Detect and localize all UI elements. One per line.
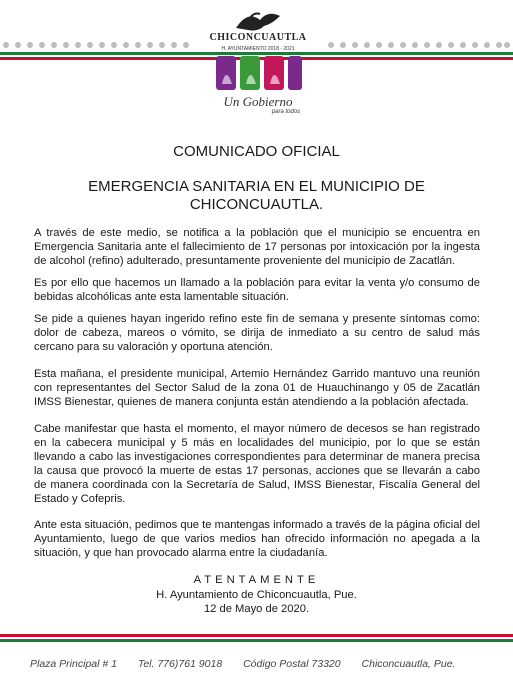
logo-name: CHICONCUAUTLA <box>209 32 307 43</box>
logo-subtitle: H. AYUNTAMIENTO 2018 - 2021 <box>221 46 295 52</box>
paragraph: Se pide a quienes hayan ingerido refino este fin de semana y presente síntomas como: dolor de cabeza, mareos o vómito, se dirija de inmediato a su centro de salud más cercano para su valoración y oportuna atención. <box>34 313 480 353</box>
paragraph: Es por ello que hacemos un llamado a la población para evitar la venta y/o consumo de bebidas alcohólicas ante esta lamentable situación. <box>34 277 480 303</box>
document-title-line-2: CHICONCUAUTLA. <box>189 196 324 213</box>
document-heading: COMUNICADO OFICIAL <box>173 143 340 160</box>
footer-band-green <box>0 639 513 642</box>
signer: H. Ayuntamiento de Chiconcuautla, Pue. <box>156 589 357 601</box>
motto: Un Gobierno <box>223 94 293 109</box>
colored-figures-icon <box>188 54 328 94</box>
left-ornament <box>0 40 190 50</box>
document-title-line-1: EMERGENCIA SANITARIA EN EL MUNICIPIO DE <box>88 178 425 195</box>
paragraph: Cabe manifestar que hasta el momento, el mayor número de decesos se han registrado en la cabecera municipal y 5 más en localidades del municipio, por lo que se están llevando a cabo las investigaciones correspondientes para determinar de manera precisa la causa que provocó la muerte de estas 17 personas, acciones que se llevarán a cabo de manera coordinada con la Secretaría de Salud, IMSS Bienestar, Fiscalía General del Estado y Cofepris. <box>34 423 480 505</box>
footer-postal: Código Postal 73320 <box>243 658 341 670</box>
paragraph: Ante esta situación, pedimos que te mantengas informado a través de la página oficial del Ayuntamiento, luego de que varios medios han ofrecido información no apegada a la situación, y que han provocado alarma entre la ciudadanía. <box>34 519 480 559</box>
footer-contact <box>30 658 490 670</box>
paragraph: Esta mañana, el presidente municipal, Artemio Hernández Garrido mantuvo una reunión con representantes del Sector Salud de la zona 01 de Huauchinango y 05 de Zacatlán IMSS Bienestar, quienes de manera conjunta están atendiendo a la población afectada. <box>34 368 480 408</box>
footer-phone: Tel. 776)761 9018 <box>137 658 223 670</box>
paragraph: A través de este medio, se notifica a la población que el municipio se encuentra en Emergencia Sanitaria ante el fallecimiento de 17 personas por intoxicación por la ingesta de alcohol (refino) adulterado, presuntamente proveniente del municipio de Zacatlán. <box>34 227 480 267</box>
right-ornament <box>325 40 513 50</box>
document-date: 12 de Mayo de 2020. <box>203 603 310 615</box>
footer-address: Plaza Principal # 1 <box>30 658 117 670</box>
footer-city: Chiconcuautla, Pue. <box>361 658 456 670</box>
municipal-logo <box>188 6 328 118</box>
sign-off: ATENTAMENTE <box>193 574 320 586</box>
motto-subtitle: para todos <box>271 109 301 115</box>
